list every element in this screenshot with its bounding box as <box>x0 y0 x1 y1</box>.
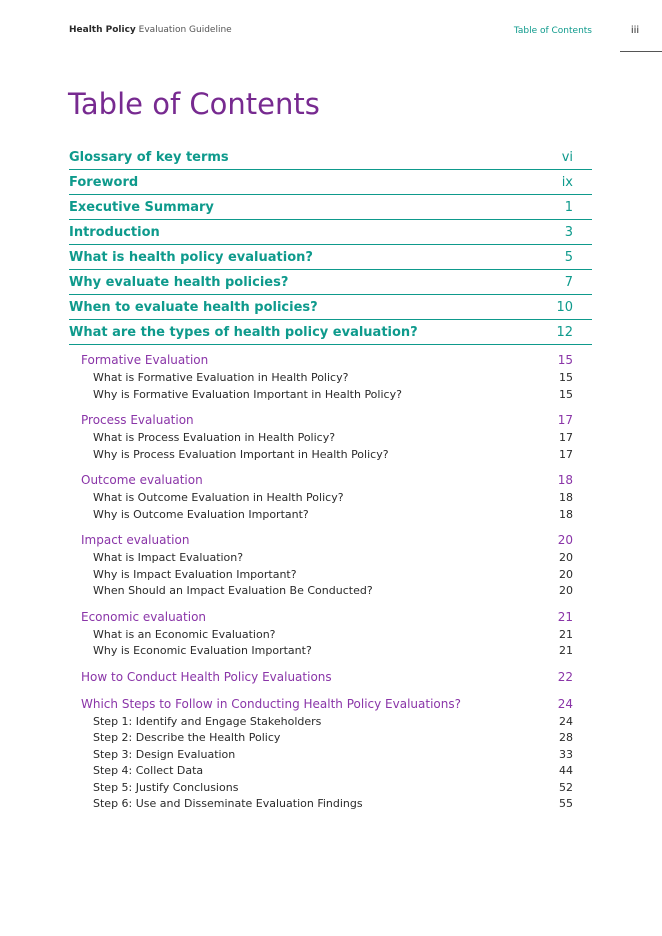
toc-subsection-label: Why is Economic Evaluation Important? <box>93 644 312 657</box>
toc-main-entry[interactable] <box>69 245 592 270</box>
toc-subsection-page: 15 <box>559 371 573 384</box>
toc-entry-page: 5 <box>564 249 573 265</box>
toc-main-entry[interactable] <box>69 295 592 320</box>
toc-subsection-label: What is Outcome Evaluation in Health Policy? <box>93 491 344 504</box>
toc-subsection-label: Step 1: Identify and Engage Stakeholders <box>93 714 322 728</box>
toc-subsection-entry[interactable] <box>81 490 573 507</box>
toc-subsection-label: What is Impact Evaluation? <box>93 551 244 564</box>
toc-section-page: 21 <box>557 609 573 624</box>
toc-subsection-entry[interactable] <box>81 627 573 644</box>
toc-entry-page: 10 <box>556 299 573 315</box>
page-number-rule <box>620 51 662 52</box>
toc-subsection-entry[interactable] <box>81 714 573 731</box>
toc-subsection-label: Step 2: Describe the Health Policy <box>93 731 281 744</box>
running-header-title <box>69 25 232 35</box>
toc-subsection-page: 21 <box>559 644 573 657</box>
toc-subsection-page: 20 <box>559 551 573 564</box>
toc-entry-label: What are the types of health policy evaluation? <box>69 324 418 340</box>
toc-section-label: Process Evaluation <box>81 413 194 427</box>
running-header-section: Table of Contents <box>513 26 592 36</box>
toc-section-group <box>81 531 573 600</box>
toc-main-entry[interactable] <box>69 195 592 220</box>
toc-section-entry[interactable] <box>81 411 573 430</box>
toc-subsection-entry[interactable] <box>81 370 573 387</box>
toc-section-label: Impact evaluation <box>81 533 190 547</box>
toc-main-entry[interactable] <box>69 270 592 295</box>
toc-subsection-page: 20 <box>559 567 573 581</box>
toc-section-group <box>81 695 573 813</box>
toc-section-list <box>81 351 573 821</box>
toc-section-group <box>81 608 573 660</box>
toc-subsection-page: 15 <box>559 387 573 401</box>
toc-main-entry[interactable] <box>69 145 592 170</box>
toc-subsection-entry[interactable] <box>81 507 573 524</box>
toc-section-page: 20 <box>557 533 573 547</box>
toc-subsection-page: 24 <box>559 714 573 728</box>
toc-main-entry[interactable] <box>69 170 592 195</box>
toc-subsection-label: Why is Process Evaluation Important in Health Policy? <box>93 447 389 461</box>
toc-subsection-page: 28 <box>559 731 573 744</box>
toc-section-page: 15 <box>557 353 573 367</box>
toc-entry-page: 3 <box>564 224 573 240</box>
doc-title-bold: Health Policy <box>69 25 136 35</box>
toc-section-entry[interactable] <box>81 351 573 370</box>
toc-subsection-entry[interactable] <box>81 430 573 447</box>
toc-section-group <box>81 471 573 523</box>
toc-section-entry[interactable] <box>81 608 573 627</box>
toc-entry-label: Foreword <box>69 174 139 190</box>
toc-section-label: Economic evaluation <box>81 609 207 624</box>
toc-subsection-entry[interactable] <box>81 763 573 780</box>
toc-subsection-page: 52 <box>559 780 573 794</box>
toc-subsection-page: 17 <box>559 431 573 444</box>
toc-entry-label: Executive Summary <box>69 199 214 215</box>
toc-main-entry[interactable] <box>69 320 592 345</box>
toc-subsection-page: 44 <box>559 764 573 777</box>
toc-section-page: 18 <box>557 473 573 487</box>
toc-entry-label: Why evaluate health policies? <box>69 274 289 290</box>
toc-section-label: Which Steps to Follow in Conducting Health Policy Evaluations? <box>81 696 461 711</box>
toc-section-label: Outcome evaluation <box>81 473 203 487</box>
toc-subsection-entry[interactable] <box>81 730 573 747</box>
toc-main-entry[interactable] <box>69 220 592 245</box>
page-title: Table of Contents <box>68 87 320 121</box>
toc-section-entry[interactable] <box>81 531 573 550</box>
toc-entry-label: What is health policy evaluation? <box>69 249 313 265</box>
toc-section-label: How to Conduct Health Policy Evaluations <box>81 669 332 684</box>
toc-subsection-entry[interactable] <box>81 643 573 660</box>
toc-subsection-label: Step 3: Design Evaluation <box>93 747 236 761</box>
toc-entry-page: 12 <box>556 324 573 340</box>
toc-entry-page: 1 <box>564 199 573 215</box>
doc-title-rest: Evaluation Guideline <box>138 25 232 35</box>
toc-subsection-entry[interactable] <box>81 796 573 813</box>
toc-subsection-page: 33 <box>559 747 573 761</box>
toc-subsection-label: Why is Outcome Evaluation Important? <box>93 507 309 521</box>
toc-section-group <box>81 668 573 687</box>
toc-subsection-label: Why is Formative Evaluation Important in Health Policy? <box>93 387 402 401</box>
toc-entry-label: Glossary of key terms <box>69 149 229 165</box>
toc-entry-page: vi <box>561 149 573 165</box>
toc-subsection-label: What is Formative Evaluation in Health Policy? <box>93 371 349 384</box>
toc-section-page: 17 <box>557 413 573 427</box>
toc-subsection-entry[interactable] <box>81 583 573 600</box>
toc-subsection-page: 20 <box>559 584 573 597</box>
toc-subsection-label: Step 6: Use and Disseminate Evaluation Findings <box>93 797 363 810</box>
toc-subsection-page: 17 <box>559 447 573 461</box>
toc-entry-label: Introduction <box>69 224 160 240</box>
toc-subsection-entry[interactable] <box>81 387 573 404</box>
toc-subsection-label: Why is Impact Evaluation Important? <box>93 567 297 581</box>
toc-section-entry[interactable] <box>81 471 573 490</box>
toc-main-list <box>69 145 592 345</box>
toc-section-label: Formative Evaluation <box>81 353 209 367</box>
toc-subsection-entry[interactable] <box>81 780 573 797</box>
toc-subsection-label: What is an Economic Evaluation? <box>93 627 276 641</box>
toc-subsection-page: 55 <box>559 797 573 810</box>
toc-subsection-entry[interactable] <box>81 447 573 464</box>
toc-section-entry[interactable] <box>81 695 573 714</box>
toc-section-page: 24 <box>557 696 573 711</box>
toc-section-group <box>81 411 573 463</box>
toc-subsection-entry[interactable] <box>81 567 573 584</box>
toc-subsection-label: When Should an Impact Evaluation Be Conducted? <box>93 584 373 597</box>
toc-subsection-page: 18 <box>559 507 573 521</box>
toc-subsection-entry[interactable] <box>81 550 573 567</box>
page-number: iii <box>630 25 640 36</box>
toc-subsection-page: 21 <box>559 627 573 641</box>
toc-section-entry[interactable] <box>81 668 573 687</box>
toc-entry-page: ix <box>561 174 573 190</box>
toc-subsection-label: Step 4: Collect Data <box>93 764 204 777</box>
toc-subsection-label: Step 5: Justify Conclusions <box>93 780 239 794</box>
toc-subsection-page: 18 <box>559 491 573 504</box>
toc-subsection-label: What is Process Evaluation in Health Policy? <box>93 431 336 444</box>
toc-entry-label: When to evaluate health policies? <box>69 299 318 315</box>
toc-entry-page: 7 <box>564 274 573 290</box>
toc-subsection-entry[interactable] <box>81 747 573 764</box>
toc-section-group <box>81 351 573 403</box>
toc-section-page: 22 <box>557 669 573 684</box>
